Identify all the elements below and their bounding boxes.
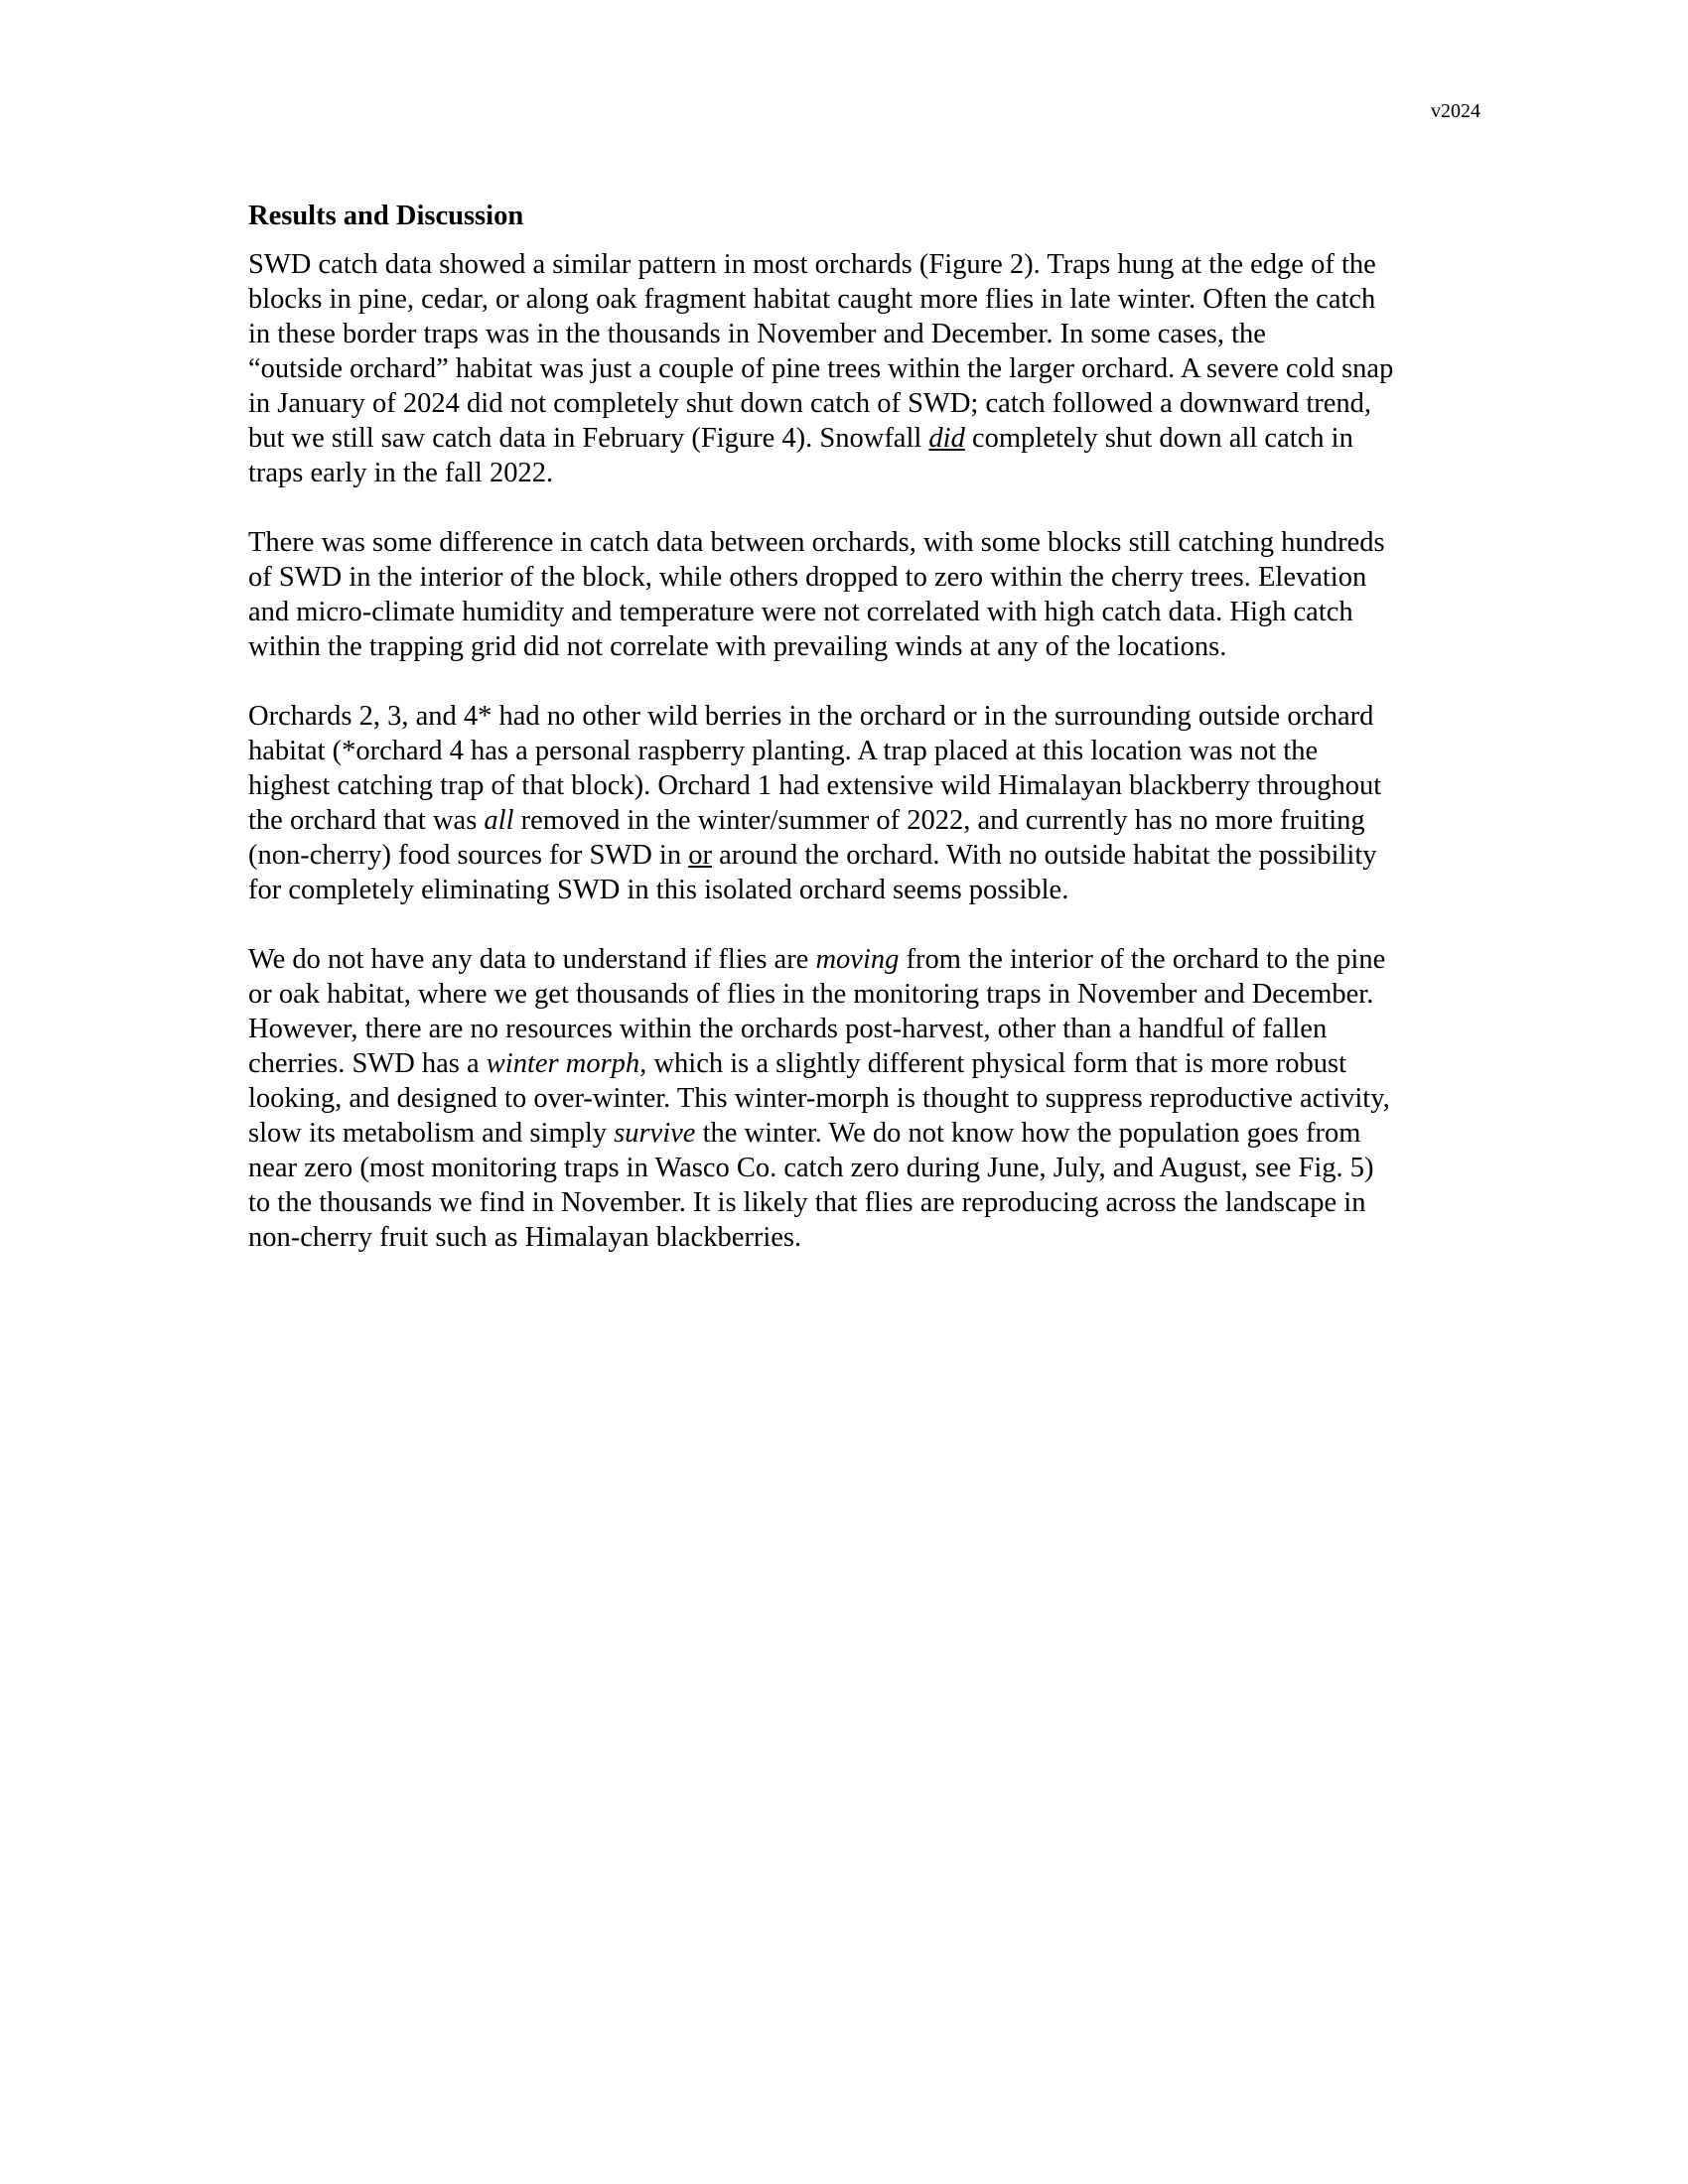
text-line [248,421,1470,456]
text-line: near zero (most monitoring traps in Wasco Co. catch zero during June, July, and August, see Fig. 5) [248,1153,1374,1183]
text-line: blocks in pine, cedar, or along oak fragment habitat caught more flies in late winter. Often the catch [248,284,1376,315]
text-line [248,1046,1470,1081]
paragraph-1 [248,247,1470,490]
text-line: However, there are no resources within the orchards post-harvest, other than a handful of fallen [248,1014,1328,1044]
text-line: traps early in the fall 2022. [248,458,554,488]
text-line [248,838,1470,873]
paragraph-2 [248,525,1470,664]
version-label: v2024 [1431,100,1480,122]
text-line: looking, and designed to over-winter. This winter-morph is thought to suppress reproductive activity, [248,1083,1390,1114]
text-run: completely shut down all catch in [964,423,1353,454]
text-run: the orchard that was [248,805,485,836]
emphasis-all: all [484,805,514,836]
text-line: “outside orchard” habitat was just a couple of pine trees within the larger orchard. A severe cold snap [248,353,1394,384]
text-line: to the thousands we find in November. It is likely that flies are reproducing across the landscape in [248,1187,1366,1218]
text-line: SWD catch data showed a similar pattern in most orchards (Figure 2). Traps hung at the edge of the [248,249,1376,280]
text-line: in January of 2024 did not completely shut down catch of SWD; catch followed a downward trend, [248,388,1372,419]
text-line: of SWD in the interior of the block, while others dropped to zero within the cherry trees. Elevation [248,562,1367,593]
paragraph-4 [248,942,1470,1255]
text-line: Orchards 2, 3, and 4* had no other wild berries in the orchard or in the surrounding outside orchard [248,701,1374,732]
text-run: cherries. SWD has a [248,1048,487,1079]
text-line: in these border traps was in the thousands in November and December. In some cases, the [248,319,1266,349]
emphasis-winter-morph: winter morph, [486,1048,647,1079]
text-line: There was some difference in catch data between orchards, with some blocks still catching hundreds [248,527,1385,558]
text-run: but we still saw catch data in February (Figure 4). Snowfall [248,423,929,454]
text-line: non-cherry fruit such as Himalayan blackberries. [248,1222,802,1253]
text-run: from the interior of the orchard to the pine [899,944,1386,975]
text-run: the winter. We do not know how the population goes from [695,1118,1361,1149]
text-line: habitat (*orchard 4 has a personal raspberry planting. A trap placed at this location was not the [248,736,1319,766]
text-run: We do not have any data to understand if flies are [248,944,816,975]
emphasis-moving: moving [815,944,900,975]
text-line: within the trapping grid did not correlate with prevailing winds at any of the locations. [248,631,1227,662]
text-run: which is a slightly different physical form that is more robust [646,1048,1347,1079]
text-line: or oak habitat, where we get thousands of flies in the monitoring traps in November and December. [248,979,1374,1010]
text-run: around the orchard. With no outside habitat the possibility [711,840,1377,871]
text-run: removed in the winter/summer of 2022, and currently has no more fruiting [513,805,1365,836]
text-line: for completely eliminating SWD in this isolated orchard seems possible. [248,875,1069,905]
section-heading: Results and Discussion [248,201,524,231]
emphasis-did: did [928,423,965,454]
text-line [248,803,1470,838]
text-run: (non-cherry) food sources for SWD in [248,840,689,871]
text-run: slow its metabolism and simply [248,1118,615,1149]
emphasis-survive: survive [614,1118,696,1149]
text-line [248,1116,1470,1151]
text-line: and micro-climate humidity and temperature were not correlated with high catch data. High catch [248,597,1353,627]
paragraph-3 [248,699,1470,907]
document-body [248,199,1470,1290]
emphasis-or: or [688,840,712,871]
text-line [248,942,1470,977]
text-line: highest catching trap of that block). Orchard 1 had extensive wild Himalayan blackberry throughout [248,770,1382,801]
